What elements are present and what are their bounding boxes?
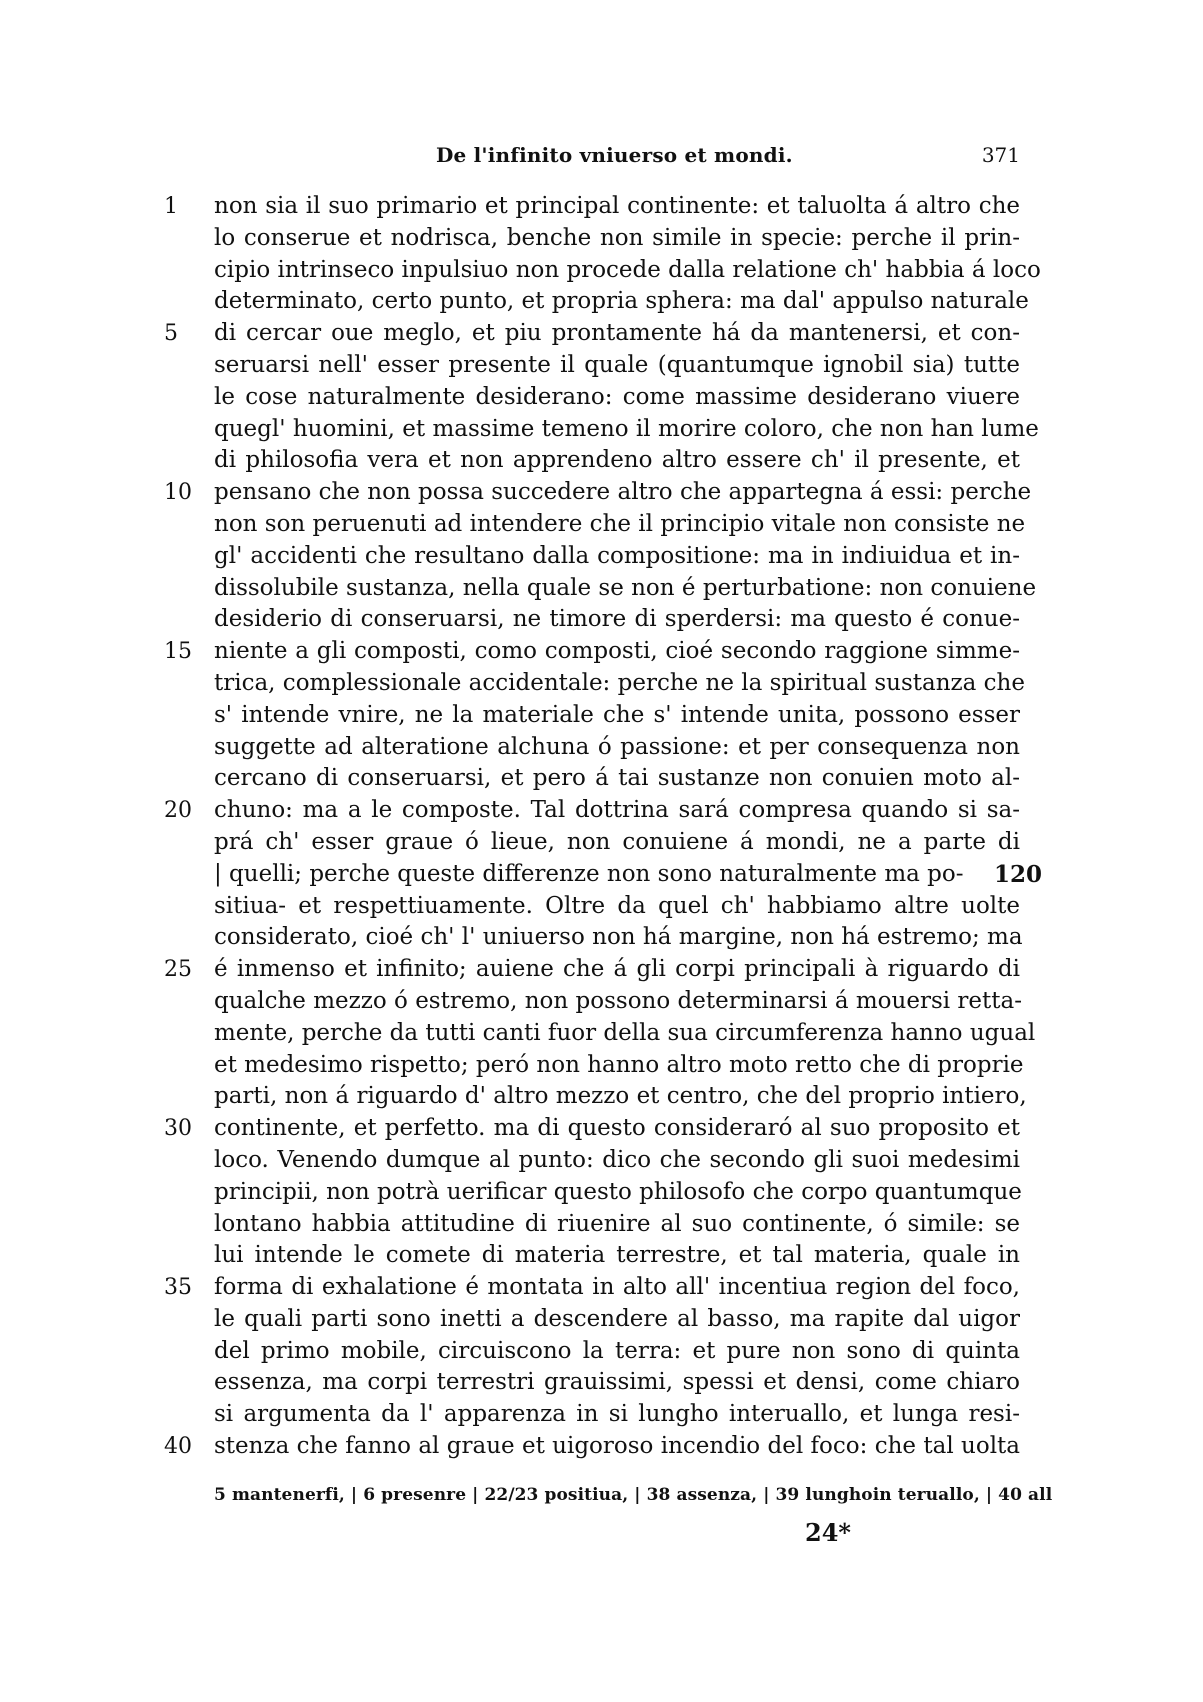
text-line [164,477,1034,509]
text-line [164,1145,1034,1177]
line-text: trica, complessionale accidentale: perche ne la spiritual sustanza che [214,669,1025,696]
line-text: s' intende vnire, ne la materiale che s' intende unita, possono esser [214,701,1020,728]
signature-mark: 24* [805,1518,851,1547]
line-text: lontano habbia attitudine di riuenire al suo continente, ó simile: se [214,1210,1020,1237]
text-line [164,986,1034,1018]
line-text: determinato, certo punto, et propria sphera: ma dal' appulso naturale [214,288,1029,315]
text-line [164,191,1034,223]
line-text: niente a gli composti, como composti, cioé secondo raggione simme- [214,638,1020,665]
text-line [164,1272,1034,1304]
line-text: lo conserue et nodrisca, benche non simile in specie: perche il prin- [214,224,1020,251]
text-line [164,1399,1034,1431]
line-text: seruarsi nell' esser presente il quale (quantumque ignobil sia) tutte [214,351,1020,378]
text-line [164,509,1034,541]
line-text: parti, non á riguardo d' altro mezzo et centro, che del proprio intiero, [214,1083,1027,1110]
line-text: lui intende le comete di materia terrestre, et tal materia, quale in [214,1242,1020,1269]
body-text [164,191,1042,1463]
text-line [164,1336,1034,1368]
line-text: del primo mobile, circuiscono la terra: et pure non sono di quinta [214,1337,1020,1364]
line-text: le quali parti sono inetti a descendere al basso, ma rapite dal uigor [214,1305,1020,1332]
line-text: stenza che fanno al graue et uigoroso incendio del foco: che tal uolta [214,1433,1020,1460]
text-line [164,604,1034,636]
text-line [164,414,1039,446]
line-text: gl' accidenti che resultano dalla compositione: ma in indiuidua et in- [214,542,1020,569]
line-text: non son peruenuti ad intendere che il principio vitale non consiste ne [214,510,1026,537]
text-line [164,1050,1034,1082]
line-text: pensano che non possa succedere altro che appartegna á essi: perche [214,479,1032,506]
text-line [164,827,1034,859]
line-text: essenza, ma corpi terrestri grauissimi, spessi et densi, come chiaro [214,1369,1020,1396]
line-number: 40 [164,1434,192,1460]
text-line [164,1209,1034,1241]
text-line [164,891,1034,923]
text-line [164,1304,1034,1336]
text-line [164,318,1034,350]
line-number: 30 [164,1116,192,1142]
text-line [164,286,1034,318]
text-line [164,1018,1034,1050]
line-text: é inmenso et infinito; auiene che á gli corpi principali à riguardo di [214,956,1020,983]
line-number: 10 [164,480,192,506]
line-number: 15 [164,639,192,665]
text-line [164,763,1034,795]
text-line [164,922,1034,954]
line-text: non sia il suo primario et principal continente: et taluolta á altro che [214,193,1020,219]
line-number: 1 [164,194,178,219]
line-text: continente, et perfetto. ma di questo consideraró al suo proposito et [214,1115,1020,1142]
text-line [164,573,1037,605]
text-line [164,255,1041,287]
text-line [164,795,1034,827]
line-text: considerato, cioé ch' l' uniuerso non há margine, non há estremo; ma [214,924,1023,951]
text-line [164,350,1034,382]
line-text: di philosofia vera et non apprendeno altro essere ch' il presente, et [214,447,1020,474]
text-line [164,1367,1034,1399]
line-text: cipio intrinseco inpulsiuo non procede dalla relatione ch' habbia á loco [214,256,1041,283]
text-line [164,1240,1034,1272]
text-line [164,445,1034,477]
line-number: 35 [164,1275,192,1301]
line-text: dissolubile sustanza, nella quale se non é perturbatione: non conuiene [214,574,1037,601]
line-text: cercano di conseruarsi, et pero á tai sustanze non conuien moto al- [214,765,1020,792]
line-text: forma di exhalatione é montata in alto all' incentiua region del foco, [214,1274,1020,1301]
line-text: desiderio di conseruarsi, ne timore di sperdersi: ma questo é conue- [214,606,1020,633]
line-text: loco. Venendo dumque al punto: dico che secondo gli suoi medesimi [214,1146,1020,1173]
text-line [164,1431,1034,1463]
line-text: chuno: ma a le composte. Tal dottrina sará compresa quando si sa- [214,797,1020,824]
line-text: qualche mezzo ó estremo, non possono determinarsi á mouersi retta- [214,987,1022,1014]
running-head [214,143,1020,173]
text-line [164,223,1034,255]
line-text: et medesimo rispetto; peró non hanno altro moto retto che di proprie [214,1051,1024,1078]
text-line [164,541,1034,573]
line-text: si argumenta da l' apparenza in si lungho interuallo, et lunga resi- [214,1401,1020,1428]
running-title: De l'infinito vniuerso et mondi. [436,143,793,167]
page-number: 371 [981,143,1020,167]
line-text: quegl' huomini, et massime temeno il morire coloro, che non han lume [214,415,1039,442]
line-text: di cercar oue meglo, et piu prontamente há da mantenersi, et con- [214,320,1020,347]
line-text: prá ch' esser graue ó lieue, non conuiene á mondi, ne a parte di [214,828,1020,855]
line-number: 5 [164,321,178,347]
margin-reference: 120 [993,860,1042,888]
text-line [164,668,1034,700]
text-line [164,859,1042,891]
line-text: principii, non potrà uerificar questo philosofo che corpo quantumque [214,1178,1022,1205]
text-line [164,382,1034,414]
text-line [164,954,1034,986]
text-line [164,1113,1034,1145]
line-text: sitiua- et respettiuamente. Oltre da quel ch' habbiamo altre uolte [214,892,1020,919]
line-text: le cose naturalmente desiderano: come massime desiderano viuere [214,383,1020,410]
text-line [164,1177,1034,1209]
line-number: 20 [164,798,192,824]
text-line [164,700,1034,732]
line-text: | quelli; perche queste differenze non sono naturalmente ma po- [214,860,964,887]
line-text: suggette ad alteratione alchuna ó passione: et per consequenza non [214,733,1020,760]
footnotes: 5 mantenerfi, | 6 presenre | 22/23 positiua, | 38 assenza, | 39 lunghoin teruallo, | 40 all [214,1485,1053,1505]
line-text: mente, perche da tutti canti fuor della sua circumferenza hanno ugual [214,1019,1036,1046]
text-line [164,636,1034,668]
text-line [164,1081,1034,1113]
line-number: 25 [164,957,192,983]
text-line [164,732,1034,764]
